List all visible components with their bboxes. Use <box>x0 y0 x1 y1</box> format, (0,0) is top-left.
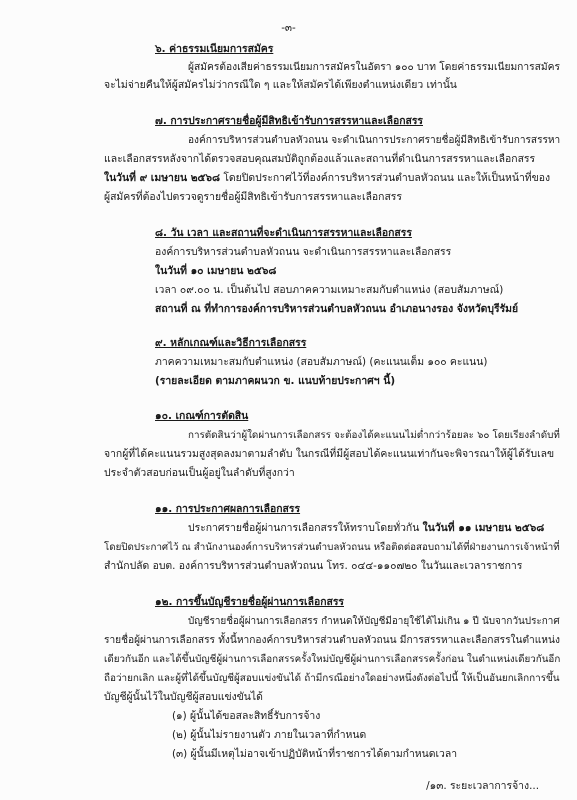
section-6-line-2: จะไม่จ่ายคืนให้ผู้สมัครไม่ว่ากรณีใด ๆ และให้สมัครได้เพียงตำแหน่งเดียว เท่านั้น <box>104 79 457 91</box>
section-11-heading: ๑๑. การประกาศผลการเลือกสรร <box>155 503 301 515</box>
section-9-line-1: ภาคความเหมาะสมกับตำแหน่ง (สอบสัมภาษณ์) (คะแนนเต็ม ๑๐๐ คะแนน) <box>155 356 488 368</box>
section-7-line-1: องค์การบริหารส่วนตำบลหัวถนน จะดำเนินการประกาศรายชื่อผู้มีสิทธิเข้ารับการสรรหา <box>188 135 561 146</box>
section-8-place: สถานที่ ณ ที่ทำการองค์การบริหารส่วนตำบลหัวถนน อำเภอนางรอง จังหวัดบุรีรัมย์ <box>155 303 519 315</box>
section-10-line-2: จากผู้ที่ได้คะแนนรวมสูงสุดลงมาตามลำดับ ในกรณีที่มีผู้สอบได้คะแนนเท่ากันจะพิจารณาให้ผู้ได้รับเลข <box>104 448 555 460</box>
section-11-date: ในวันที่ ๑๑ เมษายน ๒๕๖๘ <box>422 522 545 534</box>
section-6-heading: ๖. ค่าธรรมเนียมการสมัคร <box>155 43 274 55</box>
page-number: -๓- <box>281 22 296 34</box>
section-6-line-1: ผู้สมัครต้องเสียค่าธรรมเนียมการสมัครในอัตรา ๑๐๐ บาท โดยค่าธรรมเนียมการสมัคร <box>188 61 560 73</box>
section-7-line-3 <box>104 172 550 185</box>
section-8-time: เวลา ๐๙.๐๐ น. เป็นต้นไป สอบภาคความเหมาะสมกับตำแหน่ง (สอบสัมภาษณ์) <box>155 284 504 296</box>
section-12-line-3: เดียวกันอีก และได้ขึ้นบัญชีผู้ผ่านการเลือกสรรครั้งใหม่บัญชีผู้ผ่านการเลือกสรรครั้งก่อน ในตำแหน่งเดียวกันอีก <box>104 654 561 665</box>
section-11-line-3: สำนักปลัด อบต. องค์การบริหารส่วนตำบลหัวถนน โทร. ๐๔๔-๑๑๐๗๒๐ ในวันและเวลาราชการ <box>104 560 523 572</box>
section-12-heading: ๑๒. การขึ้นบัญชีรายชื่อผู้ผ่านการเลือกสรร <box>155 596 344 608</box>
section-12-line-1: บัญชีรายชื่อผู้ผ่านการเลือกสรร กำหนดให้บัญชีมีอายุใช้ได้ไม่เกิน ๑ ปี นับจากวันประกาศ <box>188 616 560 627</box>
section-12-line-2: รายชื่อผู้ผ่านการเลือกสรร ทั้งนี้หากองค์การบริหารส่วนตำบลหัวถนน มีการสรรหาและเลือกสรรในตำแหน่ง <box>104 635 560 646</box>
section-11-line-1-pre: ประกาศรายชื่อผู้ผ่านการเลือกสรรให้ทราบโดยทั่วกัน <box>188 522 423 534</box>
section-8-line-1: องค์การบริหารส่วนตำบลหัวถนน จะดำเนินการสรรหาและเลือกสรร <box>155 246 452 258</box>
section-12-line-5: บัญชีผู้นั้นไว้ในบัญชีผู้สอบแข่งขันได้ <box>104 691 263 703</box>
section-7-date: ในวันที่ ๙ เมษายน ๒๕๖๘ <box>104 172 221 184</box>
section-7-heading: ๗. การประกาศรายชื่อผู้มีสิทธิเข้ารับการสรรหาและเลือกสรร <box>155 115 423 127</box>
section-10-line-1: การตัดสินว่าผู้ใดผ่านการเลือกสรร จะต้องได้คะแนนไม่ต่ำกว่าร้อยละ ๖๐ โดยเรียงลำดับที่ <box>188 430 560 441</box>
section-12-item: (๒) ผู้นั้นไม่รายงานตัว ภายในเวลาที่กำหนด <box>172 729 367 741</box>
section-8-date: ในวันที่ ๑๐ เมษายน ๒๕๖๘ <box>155 265 277 277</box>
section-9-heading: ๙. หลักเกณฑ์และวิธีการเลือกสรร <box>155 337 307 349</box>
section-12-line-4: ถือว่ายกเลิก และผู้ที่ได้ขึ้นบัญชีผู้สอบแข่งขันได้ ถ้ามีกรณีอย่างใดอย่างหนึ่งดังต่อไปนี้ ให้เป็นอันยกเลิกการขึ้น <box>104 673 560 684</box>
continuation-note: /๑๓. ระยะเวลาการจ้าง... <box>426 780 539 792</box>
section-12-item: (๓) ผู้นั้นมีเหตุไม่อาจเข้าปฏิบัติหน้าที่ราชการได้ตามกำหนดเวลา <box>172 748 458 760</box>
section-9-line-2: (รายละเอียด ตามภาคผนวก ข. แนบท้ายประกาศฯ นี้) <box>155 375 396 387</box>
section-10-line-3: ประจำตัวสอบก่อนเป็นผู้อยู่ในลำดับที่สูงกว่า <box>104 467 295 479</box>
section-12-item: (๑) ผู้นั้นได้ขอสละสิทธิ์รับการจ้าง <box>172 710 321 722</box>
section-7-line-2: และเลือกสรรหลังจากได้ตรวจสอบคุณสมบัติถูกต้องแล้วและสถานที่ดำเนินการสรรหาและเลือกสรร <box>104 153 536 165</box>
section-7-line-4: ผู้สมัครที่ต้องไปตรวจดูรายชื่อผู้มีสิทธิเข้ารับการสรรหาและเลือกสรร <box>104 191 402 203</box>
section-8-heading: ๘. วัน เวลา และสถานที่จะดำเนินการสรรหาและเลือกสรร <box>155 227 412 239</box>
section-7-line-3-rest: โดยปิดประกาศไว้ที่องค์การบริหารส่วนตำบลหัวถนน และให้เป็นหน้าที่ของ <box>220 172 551 184</box>
section-10-heading: ๑๐. เกณฑ์การตัดสิน <box>155 410 249 422</box>
section-11-line-1 <box>188 522 544 535</box>
section-11-line-2: โดยปิดประกาศไว้ ณ สำนักงานองค์การบริหารส่วนตำบลหัวถนน หรือติดต่อสอบถามได้ที่ฝ่ายงานการเจ้าหน้าที่ <box>104 542 560 553</box>
